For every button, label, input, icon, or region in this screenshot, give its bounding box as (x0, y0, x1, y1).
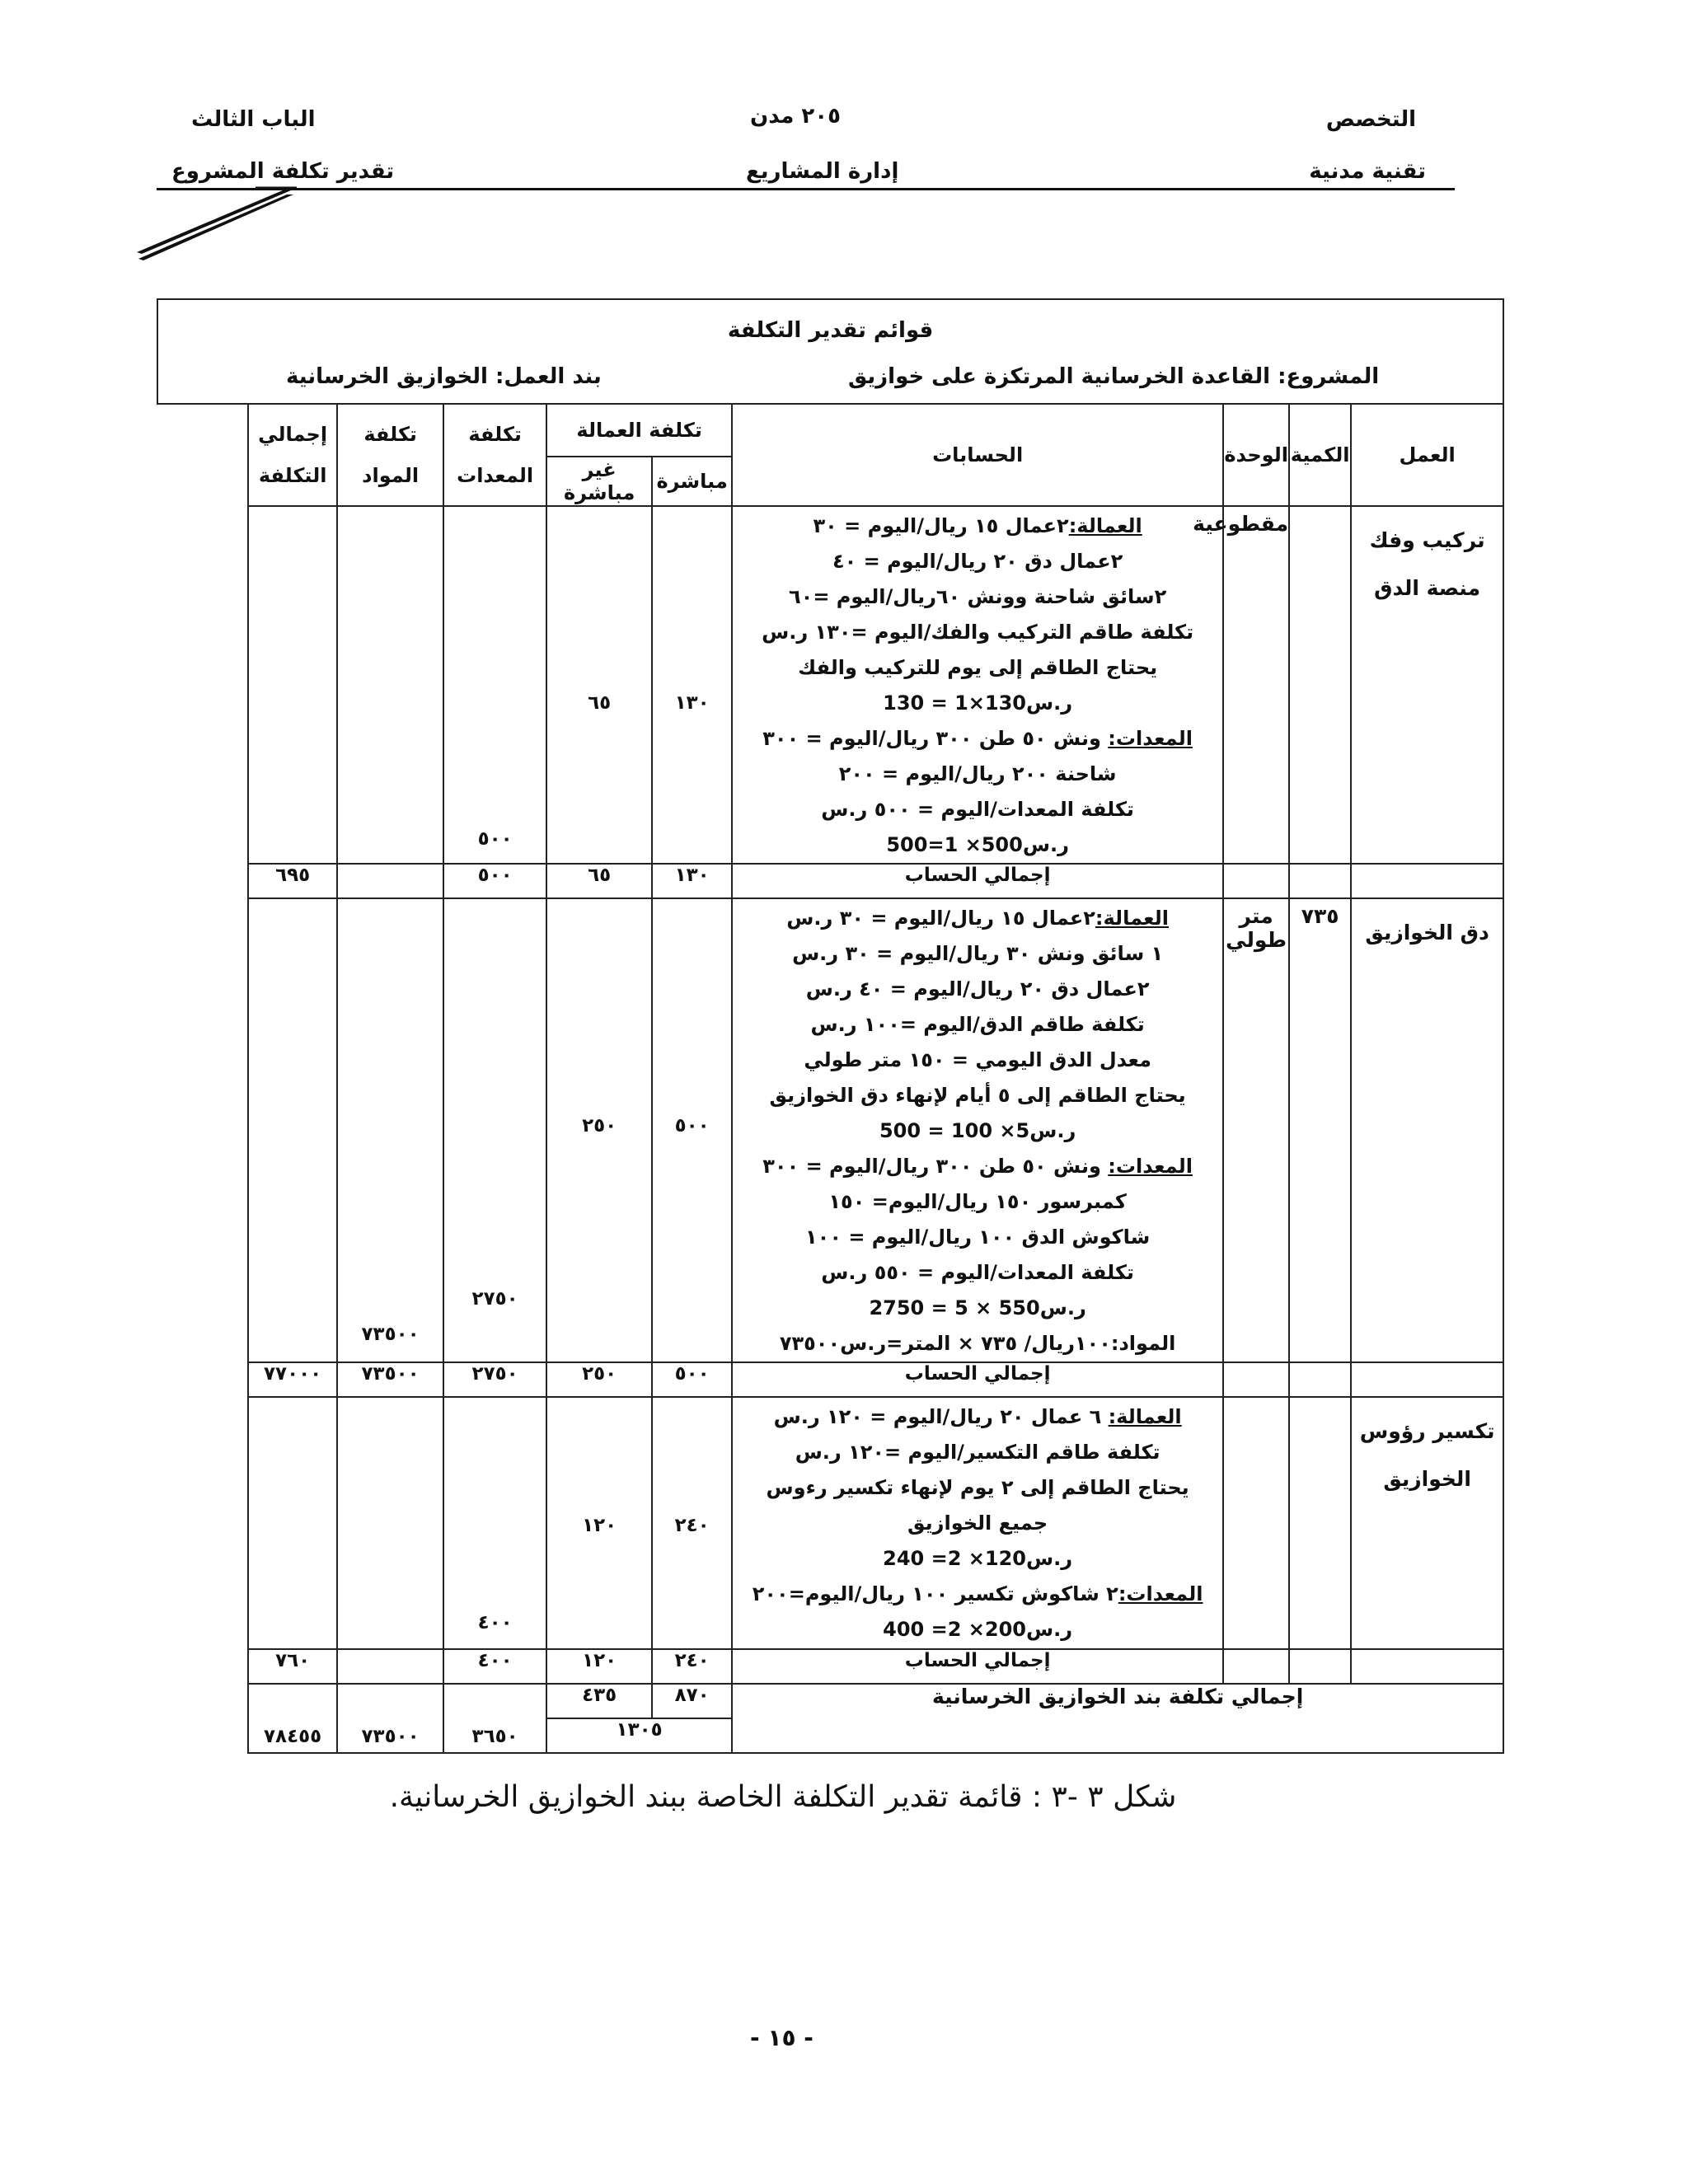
summary-indirect: ٦٥ (546, 864, 652, 898)
indirect-cell (546, 1397, 652, 1649)
calc-line: العمالة:٢عمال ١٥ ريال/اليوم = ٣٠ ر.س (786, 907, 1169, 930)
calc-line: ر.س200× 2= 400 (883, 1618, 1073, 1641)
col-header-total-line1: إجمالي (258, 423, 328, 446)
calc-line: ر.س500× 1=500 (886, 833, 1069, 856)
direct-cell (652, 898, 732, 1362)
equipment-cell (443, 506, 546, 864)
course-title: إدارة المشاريع (746, 159, 899, 184)
header-rule (157, 188, 1455, 190)
col-header-materials-cost (337, 404, 443, 506)
direct-value: ٢٤٠ (674, 1515, 710, 1536)
calc-line: تكلفة المعدات/اليوم = ٥٥٠ ر.س (821, 1261, 1134, 1284)
summary-row (157, 1649, 1503, 1684)
col-header-total-cost (248, 404, 337, 506)
calc-line: تكلفة طاقم التكسير/اليوم =١٢٠ ر.س (795, 1441, 1160, 1464)
calc-line: يحتاج الطاقم إلى ٢ يوم لإنهاء تكسير رءوس (766, 1476, 1189, 1499)
grand-total-cost: ٧٨٤٥٥ (248, 1684, 337, 1753)
equipment-cell (443, 1397, 546, 1649)
summary-empty (1351, 1649, 1503, 1684)
total-cell (248, 898, 337, 1362)
summary-label: إجمالي الحساب (732, 1649, 1223, 1684)
summary-equipment: ٤٠٠ (443, 1649, 546, 1684)
summary-total: ٧٧٠٠٠ (248, 1362, 337, 1397)
col-header-calculations: الحسابات (732, 404, 1223, 506)
work-cell (1351, 1397, 1503, 1649)
summary-empty (1351, 1362, 1503, 1397)
quantity-cell (1289, 1397, 1351, 1649)
col-header-quantity: الكمية (1289, 404, 1351, 506)
calc-line: شاكوش الدق ١٠٠ ريال/اليوم = ١٠٠ (805, 1226, 1151, 1249)
col-header-materials-line2: المواد (362, 464, 420, 487)
summary-total: ٦٩٥ (248, 864, 337, 898)
section-label: العمالة: (1108, 1405, 1182, 1428)
summary-label: إجمالي الحساب (732, 864, 1223, 898)
col-header-unit: الوحدة (1223, 404, 1289, 506)
quantity-cell (1289, 506, 1351, 864)
col-header-direct: مباشرة (652, 457, 732, 506)
section-label: المعدات: (1118, 1582, 1203, 1605)
cost-estimate-table (157, 298, 1504, 1754)
summary-label: إجمالي الحساب (732, 1362, 1223, 1397)
section-label: المعدات: (1108, 727, 1193, 750)
equipment-cell (443, 898, 546, 1362)
work-line: تركيب وفك (1369, 528, 1485, 552)
indirect-value: ٢٥٠ (582, 1115, 617, 1137)
grand-total-equipment: ٣٦٥٠ (443, 1684, 546, 1753)
total-cell (248, 1397, 337, 1649)
materials-cell (337, 898, 443, 1362)
grand-total-materials: ٧٣٥٠٠ (337, 1684, 443, 1753)
summary-direct: ١٣٠ (652, 864, 732, 898)
calculations-cell (732, 506, 1223, 864)
summary-empty (1289, 1362, 1351, 1397)
summary-empty (1351, 864, 1503, 898)
calc-line: جميع الخوازيق (907, 1511, 1048, 1535)
summary-materials: ٧٣٥٠٠ (337, 1362, 443, 1397)
section-label: المعدات: (1108, 1155, 1193, 1178)
calc-line: ١ سائق ونش ٣٠ ريال/اليوم = ٣٠ ر.س (792, 942, 1164, 965)
materials-cell (337, 1397, 443, 1649)
sheet-title-box (157, 299, 1503, 404)
materials-cell (337, 506, 443, 864)
project-name: المشروع: القاعدة الخرسانية المرتكزة على خوازيق (847, 364, 1380, 389)
direct-cell (652, 506, 732, 864)
summary-empty (1223, 1649, 1289, 1684)
summary-direct: ٢٤٠ (652, 1649, 732, 1684)
direct-cell (652, 1397, 732, 1649)
calc-line: المعدات: ونش ٥٠ طن ٣٠٠ ريال/اليوم = ٣٠٠ (762, 1155, 1193, 1178)
section-label: العمالة: (1068, 514, 1142, 537)
sheet-title: قوائم تقدير التكلفة (727, 318, 934, 343)
work-cell (1351, 898, 1503, 1362)
summary-empty (1223, 864, 1289, 898)
equipment-value: ٢٧٥٠ (471, 1288, 518, 1310)
calc-line: ٢عمال دق ٢٠ ريال/اليوم = ٤٠ ر.س (805, 977, 1150, 1001)
calc-line: تكلفة المعدات/اليوم = ٥٠٠ ر.س (821, 798, 1134, 821)
summary-equipment: ٢٧٥٠ (443, 1362, 546, 1397)
summary-empty (1289, 1649, 1351, 1684)
col-header-indirect: غير مباشرة (546, 457, 652, 506)
summary-empty (1289, 864, 1351, 898)
calc-line: كمبرسور ١٥٠ ريال/اليوم= ١٥٠ (828, 1190, 1127, 1213)
work-item-name: بند العمل: الخوازيق الخرسانية (286, 364, 602, 389)
calc-line: العمالة: ٦ عمال ٢٠ ريال/اليوم = ١٢٠ ر.س (773, 1405, 1182, 1428)
header-wedge-decoration (132, 183, 297, 265)
summary-equipment: ٥٠٠ (443, 864, 546, 898)
table-row (157, 898, 1503, 1362)
summary-indirect: ١٢٠ (546, 1649, 652, 1684)
grand-total-row (157, 1684, 1503, 1718)
calc-line: ر.س5× 100 = 500 (879, 1119, 1076, 1142)
unit-cell (1223, 1397, 1289, 1649)
work-cell (1351, 506, 1503, 864)
equipment-value: ٥٠٠ (477, 828, 513, 850)
calc-line: المواد:١٠٠ريال/ ٧٣٥ × المتر=ر.س٧٣٥٠٠ (779, 1332, 1176, 1355)
summary-materials (337, 1649, 443, 1684)
summary-empty (1223, 1362, 1289, 1397)
summary-row (157, 864, 1503, 898)
calc-line: ٢عمال دق ٢٠ ريال/اليوم = ٤٠ (832, 550, 1123, 573)
quantity-cell: ٧٣٥ (1289, 898, 1351, 1362)
calc-line: ر.س120× 2= 240 (883, 1547, 1073, 1570)
page-number: - ١٥ - (750, 2024, 814, 2051)
summary-row (157, 1362, 1503, 1397)
indirect-value: ٦٥ (588, 692, 612, 714)
materials-value: ٧٣٥٠٠ (361, 1324, 420, 1345)
indirect-cell (546, 898, 652, 1362)
unit-cell: متر طولي (1223, 898, 1289, 1362)
total-cell (248, 506, 337, 864)
calc-line: يحتاج الطاقم إلى يوم للتركيب والفك (798, 656, 1158, 679)
grand-total-indirect: ٤٣٥ (546, 1684, 652, 1718)
work-line: دق الخوازيق (1365, 921, 1489, 944)
work-line: منصة الدق (1374, 576, 1481, 600)
col-header-labor-cost: تكلفة العمالة (546, 404, 732, 457)
chapter-title: تقدير تكلفة المشروع (171, 159, 395, 184)
figure-caption: شكل ٣ -٣ : قائمة تقدير التكلفة الخاصة ببند الخوازيق الخرسانية. (389, 1780, 1177, 1814)
calc-line: ر.س550 × 5 = 2750 (869, 1296, 1086, 1319)
table-row (157, 506, 1503, 864)
grand-total-label: إجمالي تكلفة بند الخوازيق الخرسانية (732, 1684, 1503, 1753)
chapter-label: الباب الثالث (191, 107, 316, 132)
calculations-cell (732, 1397, 1223, 1649)
equipment-value: ٤٠٠ (477, 1612, 513, 1633)
work-line: الخوازيق (1383, 1467, 1471, 1491)
col-header-equipment-line2: المعدات (457, 464, 534, 487)
course-code: ٢٠٥ مدن (750, 104, 841, 129)
calc-line: المعدات:٢ شاكوش تكسير ١٠٠ ريال/اليوم=٢٠٠ (752, 1582, 1203, 1605)
indirect-cell (546, 506, 652, 864)
col-header-work: العمل (1351, 404, 1503, 506)
specialization-value: تقنية مدنية (1309, 159, 1426, 184)
grand-total-labor: ١٣٠٥ (546, 1718, 732, 1753)
specialization-label: التخصص (1325, 107, 1416, 132)
grand-total-direct: ٨٧٠ (652, 1684, 732, 1718)
summary-materials (337, 864, 443, 898)
calc-line: المعدات: ونش ٥٠ طن ٣٠٠ ريال/اليوم = ٣٠٠ (762, 727, 1193, 750)
col-header-total-line2: التكلفة (258, 464, 327, 487)
direct-value: ١٣٠ (674, 692, 710, 714)
calc-line: العمالة:٢عمال ١٥ ريال/اليوم = ٣٠ (813, 514, 1142, 537)
calc-line: تكلفة طاقم التركيب والفك/اليوم =١٣٠ ر.س (762, 621, 1194, 644)
calc-line: يحتاج الطاقم إلى ٥ أيام لإنهاء دق الخوازيق (769, 1084, 1186, 1107)
calc-line: شاحنة ٢٠٠ ريال/اليوم = ٢٠٠ (838, 762, 1117, 785)
col-header-equipment-line1: تكلفة (468, 423, 522, 446)
section-label: العمالة: (1095, 907, 1169, 930)
summary-direct: ٥٠٠ (652, 1362, 732, 1397)
col-header-materials-line1: تكلفة (363, 423, 417, 446)
table-row (157, 1397, 1503, 1649)
unit-cell: مقطوعية (1223, 506, 1289, 864)
indirect-value: ١٢٠ (582, 1515, 617, 1536)
summary-total: ٧٦٠ (248, 1649, 337, 1684)
work-line: تكسير رؤوس (1359, 1419, 1495, 1443)
calc-line: ٢سائق شاحنة وونش ٦٠ريال/اليوم =٦٠ (789, 585, 1167, 608)
col-header-equipment-cost (443, 404, 546, 506)
calc-line: تكلفة طاقم الدق/اليوم =١٠٠ ر.س (810, 1013, 1145, 1036)
calculations-cell (732, 898, 1223, 1362)
summary-indirect: ٢٥٠ (546, 1362, 652, 1397)
calc-line: ر.س130×1 = 130 (883, 691, 1073, 715)
direct-value: ٥٠٠ (674, 1115, 710, 1137)
calc-line: معدل الدق اليومي = ١٥٠ متر طولي (804, 1048, 1151, 1071)
